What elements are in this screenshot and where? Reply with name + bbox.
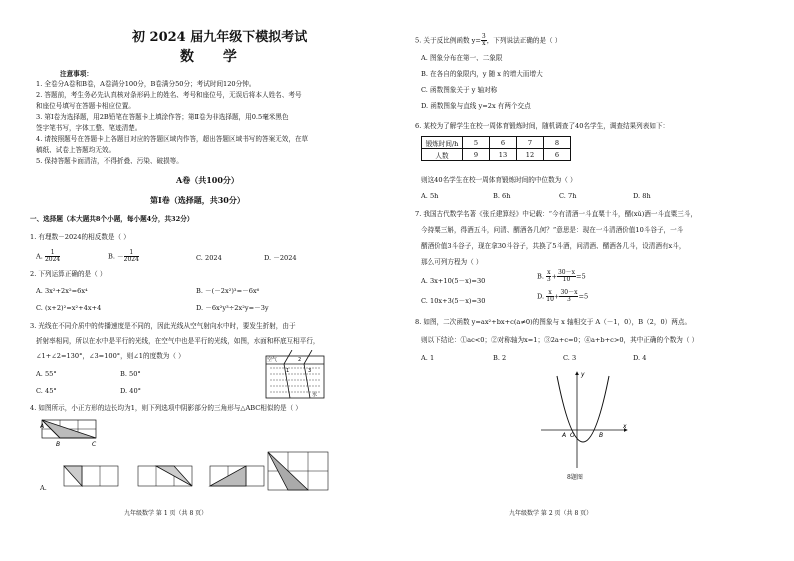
notice-line: 3. 第Ⅰ卷为选择题，用2B铅笔在答题卡上填涂作答；第Ⅱ卷为非选择题，用0.5毫米黑色	[36, 113, 289, 121]
q8-option-d: D. 4	[633, 354, 647, 362]
q6-ask: 则这40名学生在校一周体育锻炼时间的中位数为（ ）	[421, 176, 577, 184]
q1-option-a: A. $\frac{1}{2024}$	[36, 249, 61, 263]
q8-parabola-figure	[537, 368, 633, 474]
point-c-label: C	[92, 441, 97, 448]
q4-option-b-figure	[136, 462, 196, 490]
q8-option-b: B. 2	[493, 354, 507, 362]
table-row	[422, 149, 571, 161]
q4-option-d-figure	[266, 450, 332, 492]
q8-option-a: A. 1	[421, 354, 435, 362]
q2-option-d: D. －6x²y³÷2x²y=－3y	[196, 304, 269, 312]
q5-option-c: C. 函数图象关于 y 轴对称	[421, 86, 498, 94]
q3-angle-3-label: 3	[308, 368, 312, 374]
page-right	[397, 0, 794, 561]
notice-line: 4. 请按照题号在答题卡上各题目对应的答题区域内作答，超出答题区域书写的答案无效，在草	[36, 135, 309, 143]
section-1-heading: 第Ⅰ卷（选择题，共30分）	[150, 195, 245, 205]
x-axis-label: x	[623, 423, 627, 430]
origin-label: O	[570, 432, 575, 439]
exam-subject: 数 学	[180, 49, 249, 65]
table-cell: 12	[517, 149, 544, 161]
q4-option-a-label: A.	[40, 484, 47, 492]
notice-line: 和座位号填写在答题卡相应位置。	[36, 102, 135, 110]
notice-line: 签字笔书写，字体工整、笔迹清楚。	[36, 124, 142, 132]
question-3-line: ∠1+∠2=130°，∠3=100°，则∠1的度数为（ ）	[36, 352, 185, 360]
part-1-heading: 一、选择题（本大题共8个小题，每小题4分，共32分）	[30, 215, 194, 223]
question-1: 1. 有理数－2024的相反数是（ ）	[30, 233, 130, 241]
q4-option-a-figure	[62, 462, 122, 490]
q5-option-b: B. 在各自的象限内，y 随 x 的增大而增大	[421, 70, 543, 78]
table-cell: 7	[517, 137, 544, 149]
point-a-label: A	[40, 423, 45, 430]
q3-refraction-figure	[262, 350, 332, 402]
notice-line: 1. 全卷分A卷和B卷，A卷满分100分，B卷满分50分；考试时间120分钟。	[36, 80, 256, 88]
q8-figure-caption: 8题图	[567, 474, 583, 481]
notice-line: 5. 保持答题卡面清洁，不得折叠、污染、破损等。	[36, 157, 183, 165]
y-axis-label: y	[581, 371, 585, 378]
q5-option-d: D. 函数图象与直线 y=2x 有两个交点	[421, 102, 531, 110]
q3-angle-2-label: 2	[298, 357, 302, 363]
q3-water-label: 水	[312, 392, 318, 398]
table-cell: 13	[490, 149, 517, 161]
question-7-line: 7. 我国古代数学名著《张丘建算经》中记载：“今有清酒一斗直粟十斗，醑(xǔ)酒一斗直粟三斗，	[415, 210, 698, 218]
q3-option-b: B. 50°	[120, 370, 141, 378]
q6-option-b: B. 6h	[493, 192, 511, 200]
section-a-heading: A卷（共100分）	[176, 175, 239, 185]
question-8-line: 则以下结论：①ac<0；②对称轴为x=1；③2a+c=0；④a+b+c>0，其中正确的个数为（ ）	[421, 336, 699, 344]
q1-option-b: B. － $\frac{1}{2024}$	[108, 249, 139, 263]
table-cell: 6	[490, 137, 517, 149]
point-a-label: A	[562, 432, 567, 439]
question-3-line: 折射率相同，所以在水中是平行的光线，在空气中也是平行的光线，如图，水面和杯底互相平行，	[36, 337, 320, 345]
table-cell: 5	[463, 137, 490, 149]
question-3-line: 3. 光线在不同介质中的传播速度是不同的，因此光线从空气射向水中时，要发生折射，由于	[30, 322, 296, 330]
question-6: 6. 某校为了解学生在校一周体育锻炼时间，随机调查了40名学生，调查结果列表如下：	[415, 122, 670, 130]
question-7-line: 今持粟三斛，得酒五斗，问清、醑酒各几何？”意思是：现在一斗清酒价值10斗谷子，一斗	[421, 226, 684, 234]
q6-option-d: D. 8h	[633, 192, 651, 200]
q7-option-c: C. 10x+3(5－x)=30	[421, 297, 486, 305]
q3-option-d: D. 40°	[120, 387, 141, 395]
q6-table	[421, 136, 571, 161]
q4-option-c-figure	[208, 462, 268, 490]
table-cell: 人数	[422, 149, 463, 161]
q2-option-a: A. 3x²+2x²=6x⁴	[36, 287, 88, 295]
q6-option-c: C. 7h	[559, 192, 577, 200]
q3-option-a: A. 55°	[36, 370, 57, 378]
q7-option-a: A. 3x+10(5－x)=30	[421, 277, 486, 285]
q2-option-b: B. －(－2x²)³=－6x⁶	[196, 287, 260, 295]
page-footer-left: 九年级数学 第 1 页（共 8 页）	[124, 510, 208, 517]
q7-option-d: D. $\frac{x}{10}$ + $\frac{30-x}{3}$ =5	[537, 289, 589, 303]
point-b-label: B	[599, 432, 604, 439]
table-cell: 6	[544, 149, 571, 161]
table-cell: 锻炼时间/h	[422, 137, 463, 149]
table-cell: 8	[544, 137, 571, 149]
table-cell: 9	[463, 149, 490, 161]
exam-title: 初 2024 届九年级下模拟考试	[132, 30, 308, 45]
question-7-line: 醑酒价值3斗谷子，现在拿30斗谷子，共换了5斗酒，问清酒、醑酒各几斗，设清酒有x斗，	[421, 242, 686, 250]
notice-header: 注意事项：	[60, 70, 93, 78]
q8-option-c: C. 3	[563, 354, 577, 362]
q2-option-c: C. (x+2)²=x²+4x+4	[36, 304, 102, 312]
q1-option-c: C. 2024	[196, 254, 222, 262]
q5-option-a: A. 图象分布在第一、二象限	[421, 54, 503, 62]
question-8-line: 8. 如图，二次函数 y=ax²+bx+c(a≠0)的图象与 x 轴相交于 A（－1，0），B（2，0）两点。	[415, 318, 692, 326]
question-5: 5. 关于反比例函数 y= $\frac{3}{x}$ ，下列说法正确的是（ ）	[415, 33, 562, 47]
notice-line: 稿纸、试卷上答题均无效。	[36, 146, 116, 154]
table-row	[422, 137, 571, 149]
question-2: 2. 下列运算正确的是（ ）	[30, 270, 107, 278]
question-4: 4. 如图所示，小正方形的边长均为1，则下列选项中阴影部分的三角形与△ABC相似的是（ ）	[30, 404, 302, 412]
point-b-label: B	[56, 441, 61, 448]
notice-line: 2. 答题前，考生务必先认真核对条形码上的姓名、考号和座位号，无误后将本人姓名、考号	[36, 91, 302, 99]
q7-option-b: B. $\frac{x}{3}$ + $\frac{30-x}{10}$ =5	[537, 269, 586, 283]
q6-option-a: A. 5h	[421, 192, 439, 200]
q3-air-label: 空气	[267, 357, 278, 363]
page-footer-right: 九年级数学 第 2 页（共 8 页）	[509, 510, 593, 517]
q1-option-d: D. －2024	[264, 254, 297, 262]
q3-option-c: C. 45°	[36, 387, 57, 395]
question-7-line: 那么可列方程为（ ）	[421, 258, 483, 266]
q3-angle-1-label: 1	[286, 368, 290, 374]
q4-triangle-abc-figure	[40, 418, 104, 448]
